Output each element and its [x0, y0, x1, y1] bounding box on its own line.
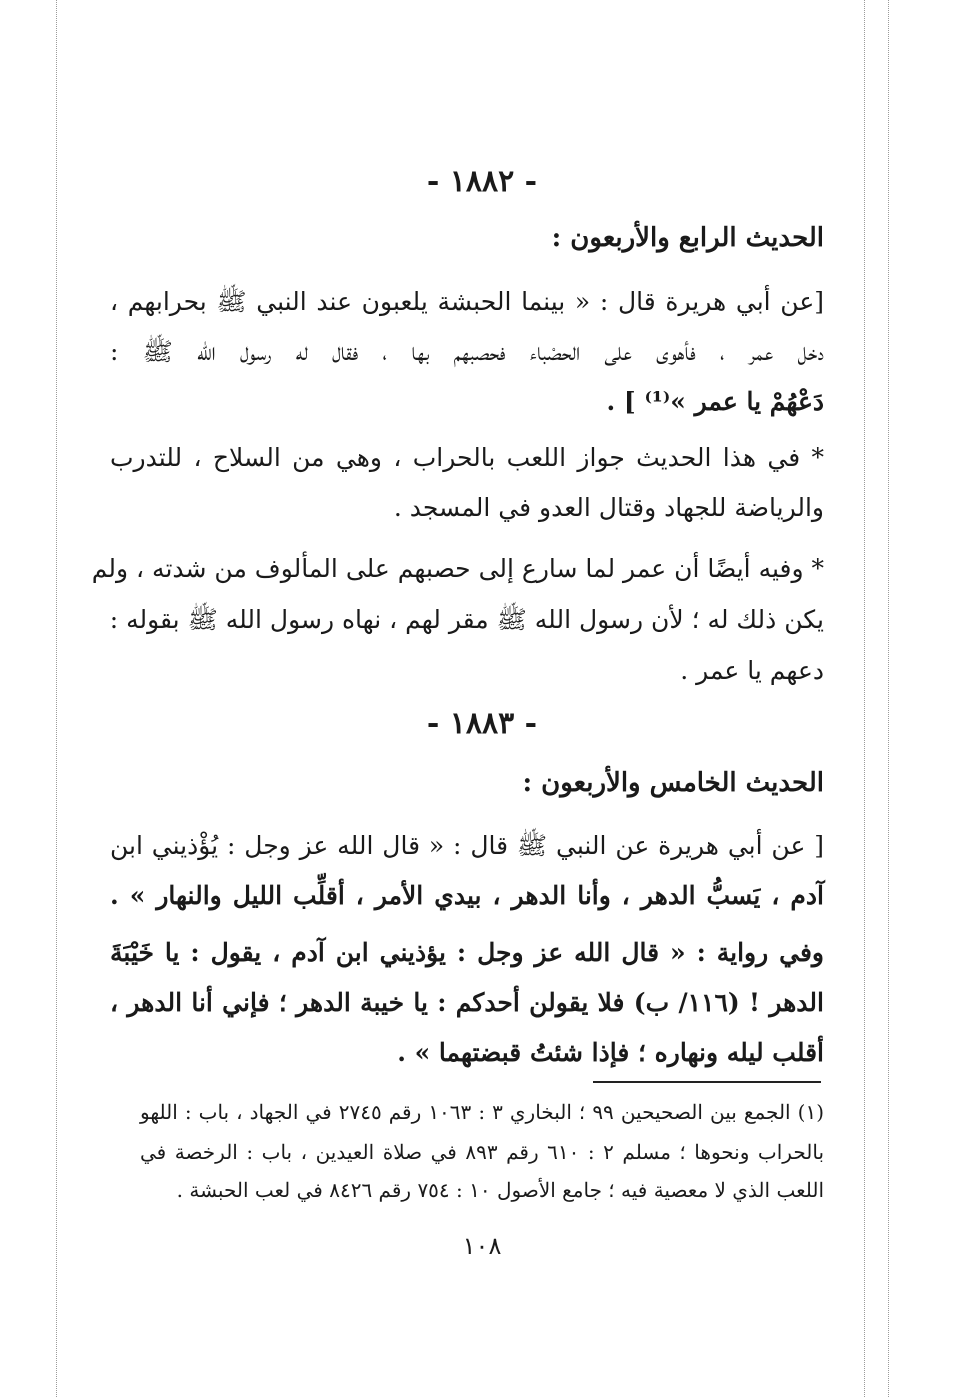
- footnote-line: اللعب الذي لا معصية فيه ؛ جامع الأصول ١٠ : ٧٥٤ رقم ٨٤٢٦ في لعب الحبشة .: [176, 1178, 824, 1202]
- commentary-line: * وفيه أيضًا أن عمر لما سارع إلى حصبهم على المألوف من شدته ، ولم: [91, 554, 824, 583]
- commentary-line: * في هذا الحديث جواز اللعب بالحراب ، وهي من السلاح ، للتدرب: [110, 443, 824, 472]
- footnote-line: (١) الجمع بين الصحيحين ٩٩ ؛ البخاري ٣ : ١٠٦٣ رقم ٢٧٤٥ في الجهاد ، باب : اللهو: [140, 1100, 825, 1124]
- hadith-text-line: دخل عمر ، فأهوى على الحصْباء فحصبهم بها ، فقال له رسول الله ﷺ :: [110, 337, 824, 366]
- riwaya-line: أقلب ليله ونهاره ؛ فإذا شئتُ قبضتهما » .: [397, 1038, 824, 1067]
- riwaya-line: وفي رواية : « قال الله عز وجل : يؤذيني ابن آدم ، يقول : يا خَيْبَةَ: [110, 938, 824, 967]
- riwaya-line: الدهر ! (١١٦/ ب) فلا يقولن أحدكم : يا خيبة الدهر ؛ فإني أنا الدهر ،: [110, 988, 824, 1017]
- footnote-separator: [593, 1081, 821, 1083]
- hadith-heading: الحديث الخامس والأربعون :: [522, 768, 824, 798]
- scan-guide-line: [864, 0, 865, 1397]
- commentary-line: دعهم يا عمر .: [680, 656, 824, 685]
- hadith-text-line: آدم ، يَسبُّ الدهر ، وأنا الدهر ، بيدي الأمر ، أقلِّب الليل والنهار » .: [110, 881, 824, 910]
- hadith-text-line: [ عن أبي هريرة عن النبي ﷺ قال : « قال الله عز وجل : يُؤْذيني ابن: [110, 831, 824, 860]
- scan-guide-line: [56, 0, 57, 1397]
- hadith-number: - ١٨٨٣ -: [426, 706, 538, 741]
- hadith-text-line: [عن أبي هريرة قال : « بينما الحبشة يلعبون عند النبي ﷺ بحرابهم ،: [110, 287, 824, 316]
- footnote-line: بالحراب ونحوها ؛ مسلم ٢ : ٦١٠ رقم ٨٩٣ في صلاة العيدين ، باب : الرخصة في: [140, 1140, 825, 1164]
- commentary-line: والرياضة للجهاد وقتال العدو في المسجد .: [393, 493, 824, 522]
- page-number: ١٠٨: [462, 1232, 502, 1260]
- hadith-heading: الحديث الرابع والأربعون :: [551, 223, 824, 253]
- hadith-number: - ١٨٨٢ -: [426, 164, 538, 199]
- hadith-text-line: دَعْهُمْ يا عمر »⁽¹⁾ ] .: [606, 387, 824, 416]
- scan-guide-line: [888, 0, 889, 1397]
- commentary-line: يكن ذلك له ؛ لأن رسول الله ﷺ مقر لهم ، نهاه رسول الله ﷺ بقوله :: [109, 605, 824, 634]
